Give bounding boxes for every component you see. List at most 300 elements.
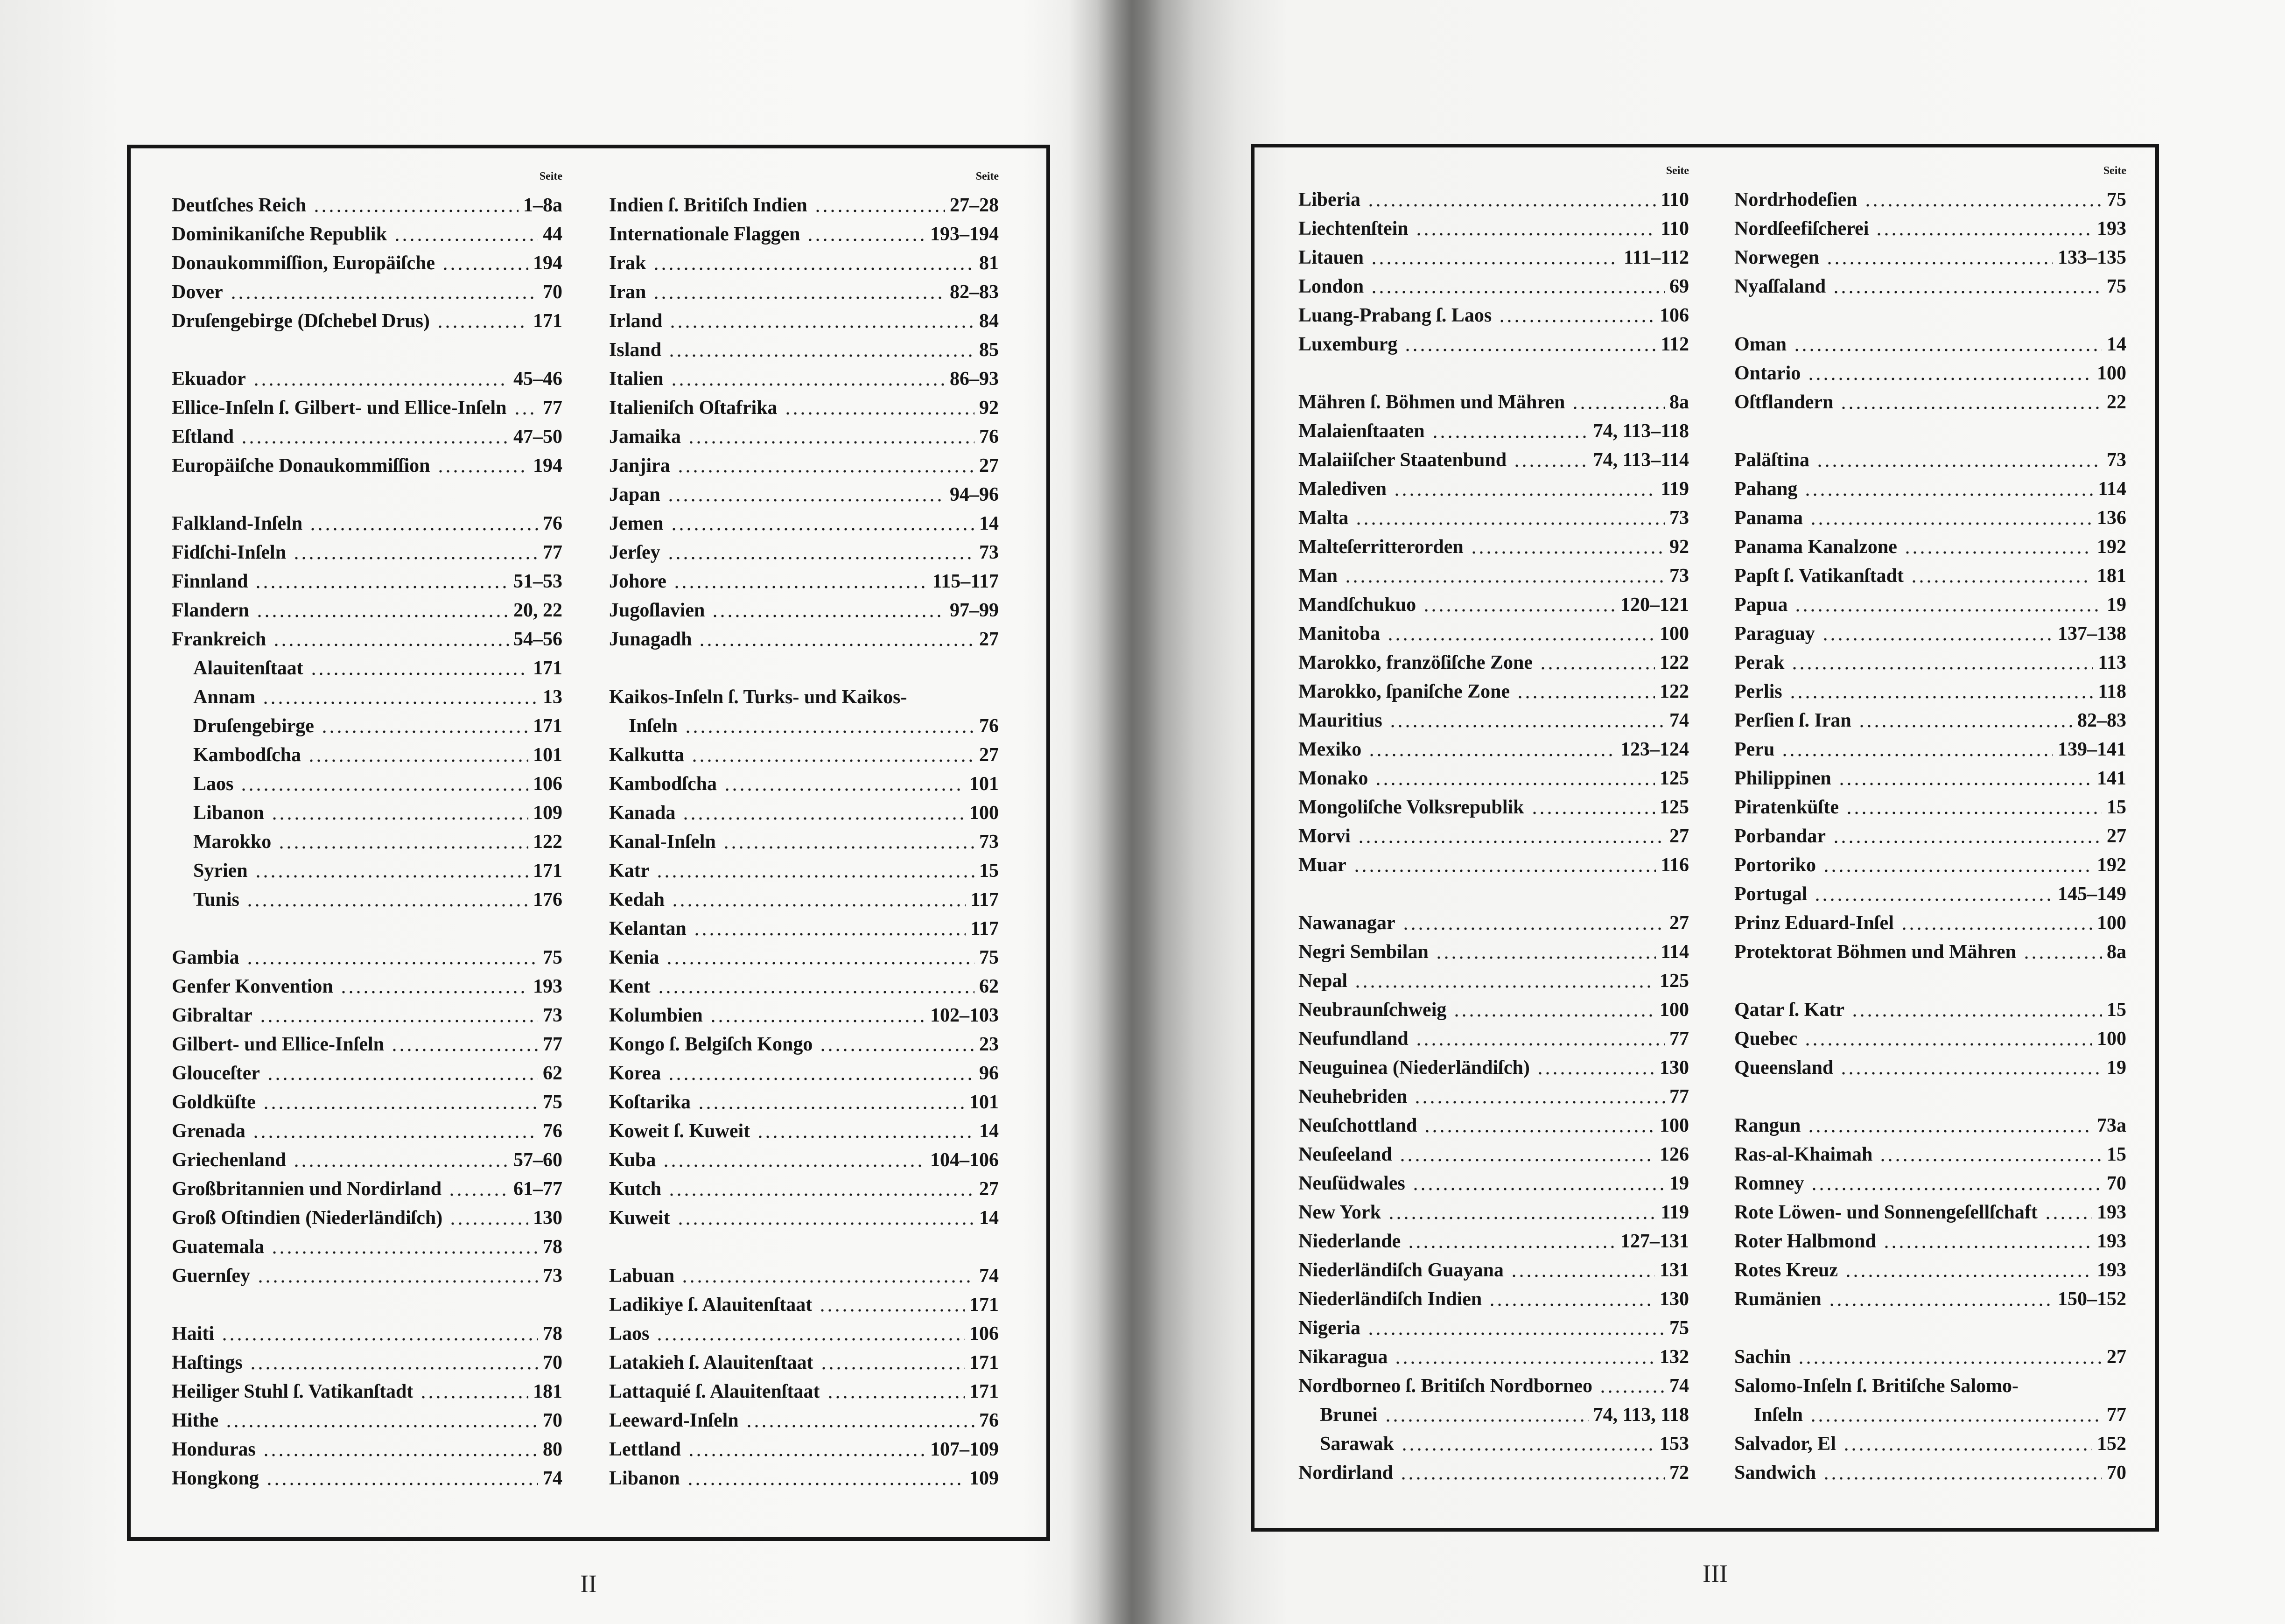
index-entry — [1298, 532, 1689, 561]
entry-page-reference: 100 — [2097, 912, 2126, 934]
dot-leader — [1368, 272, 1665, 301]
entry-page-reference: 61–77 — [513, 1178, 562, 1200]
index-entry — [1298, 388, 1689, 417]
entry-page-reference: 15 — [2107, 797, 2126, 818]
entry-label: Kuba — [609, 1149, 656, 1171]
entry-label: Malaiiſcher Staatenbund — [1298, 449, 1507, 471]
entry-label: Salvador, El — [1734, 1433, 1836, 1455]
entry-label: Jemen — [609, 513, 664, 534]
entry-label: Kuweit — [609, 1207, 670, 1229]
dot-leader — [228, 278, 538, 307]
entry-page-reference: 192 — [2097, 536, 2126, 558]
entry-label: Kedah — [609, 889, 665, 910]
entry-page-reference: 27 — [2107, 826, 2126, 847]
index-entry — [1734, 359, 2126, 388]
dot-leader — [1352, 966, 1655, 995]
entry-page-reference: 77 — [543, 542, 562, 563]
letter-group — [172, 509, 562, 914]
entry-page-reference: 85 — [979, 339, 999, 361]
entry-label: Jugoſlavien — [609, 600, 705, 621]
entry-label: Sachin — [1734, 1346, 1791, 1368]
index-entry — [609, 307, 999, 336]
dot-leader — [1398, 1458, 1665, 1487]
entry-label: Papſt ſ. Vatikanſtadt — [1734, 565, 1904, 587]
entry-page-reference: 77 — [543, 397, 562, 419]
index-entry — [1734, 214, 2126, 243]
entry-label: Liberia — [1298, 189, 1360, 210]
entry-label: London — [1298, 276, 1364, 297]
dot-leader — [244, 885, 528, 914]
entry-label: Grenada — [172, 1120, 245, 1142]
entry-page-reference: 137–138 — [2058, 623, 2126, 644]
index-entry — [609, 393, 999, 422]
entry-label: Protektorat Böhmen und Mähren — [1734, 941, 2016, 963]
entry-page-reference: 110 — [1661, 218, 1689, 239]
dot-leader — [668, 364, 945, 393]
index-entry — [1298, 995, 1689, 1024]
entry-page-reference: 117 — [970, 918, 999, 939]
entry-page-reference: 19 — [2107, 594, 2126, 616]
index-entry — [609, 856, 999, 885]
index-entry — [1734, 1169, 2126, 1198]
entry-label: Portugal — [1734, 883, 1808, 905]
index-entry — [609, 336, 999, 364]
dot-leader — [1779, 735, 2053, 764]
entry-label: Fidſchi-Inſeln — [172, 542, 287, 563]
column-header-seite: Seite — [2103, 165, 2126, 177]
dot-leader — [1808, 504, 2092, 532]
entry-label: Malta — [1298, 507, 1349, 529]
entry-label: Japan — [609, 484, 660, 505]
entry-label: Haſtings — [172, 1352, 243, 1373]
entry-label: Pahang — [1734, 478, 1798, 500]
dot-leader — [269, 798, 528, 827]
index-entry — [172, 307, 562, 336]
letter-group — [172, 364, 562, 480]
letter-group — [1734, 1343, 2126, 1487]
index-entry — [1298, 1256, 1689, 1285]
entry-label: Kenia — [609, 947, 659, 968]
column-header-seite: Seite — [1666, 165, 1689, 177]
dot-leader — [1373, 764, 1655, 793]
entry-page-reference: 130 — [1660, 1288, 1689, 1310]
entry-label: Genfer Konvention — [172, 976, 333, 997]
entry-page-reference: 145–149 — [2058, 883, 2126, 905]
dot-leader — [1802, 1024, 2092, 1053]
entry-label: Neuſüdwales — [1298, 1173, 1405, 1194]
entry-page-reference: 123–124 — [1620, 739, 1689, 760]
index-entry — [1298, 706, 1689, 735]
entry-label: Monako — [1298, 768, 1368, 789]
dot-leader — [257, 1001, 538, 1030]
index-entry — [609, 509, 999, 538]
index-entry — [609, 1464, 999, 1493]
entry-page-reference: 101 — [969, 1092, 999, 1113]
dot-leader — [264, 1464, 538, 1493]
dot-leader — [689, 741, 974, 770]
entry-label: Roter Halbmond — [1734, 1231, 1876, 1252]
dot-leader — [308, 654, 528, 683]
entry-page-reference: 171 — [969, 1381, 999, 1402]
dot-leader — [651, 278, 945, 307]
entry-page-reference: 23 — [979, 1034, 999, 1055]
index-entry — [1734, 677, 2126, 706]
letter-group — [1298, 909, 1689, 1487]
entry-page-reference: 73 — [543, 1265, 562, 1287]
dot-leader — [817, 1030, 974, 1059]
dot-leader — [1451, 995, 1655, 1024]
entry-label: Ellice-Inſeln ſ. Gilbert- und Ellice-Inſeln — [172, 397, 507, 419]
index-entry — [609, 1319, 999, 1348]
entry-page-reference: 14 — [979, 513, 999, 534]
index-entry — [1734, 475, 2126, 504]
entry-page-reference: 15 — [2107, 999, 2126, 1021]
dot-leader — [1838, 388, 2102, 417]
entry-page-reference: 97–99 — [950, 600, 999, 621]
entry-label: Malteſerritterorden — [1298, 536, 1464, 558]
index-entry — [1298, 822, 1689, 851]
entry-page-reference: 20, 22 — [513, 600, 562, 621]
entry-page-reference: 153 — [1660, 1433, 1689, 1455]
entry-label: Perlis — [1734, 681, 1782, 702]
index-entry — [172, 249, 562, 278]
entry-page-reference: 57–60 — [513, 1149, 562, 1171]
dot-leader — [651, 249, 974, 278]
entry-label: Haiti — [172, 1323, 214, 1344]
dot-leader — [1535, 1053, 1655, 1082]
index-entry — [609, 538, 999, 567]
dot-leader — [682, 712, 974, 741]
entry-label: Kalkutta — [609, 744, 685, 766]
entry-page-reference: 106 — [1660, 305, 1689, 326]
dot-leader — [1899, 909, 2092, 938]
index-entry — [1298, 301, 1689, 330]
dot-leader — [440, 249, 528, 278]
index-subentry — [172, 741, 562, 770]
entry-label: Sarawak — [1320, 1433, 1394, 1455]
index-entry — [1298, 1314, 1689, 1343]
dot-leader — [1824, 243, 2053, 272]
entry-page-reference: 70 — [2107, 1173, 2126, 1194]
entry-label: Internationale Flaggen — [609, 224, 800, 245]
index-entry — [1298, 185, 1689, 214]
entry-page-reference: 193 — [2097, 1260, 2126, 1281]
entry-page-reference: 114 — [2098, 478, 2126, 500]
entry-label: Italien — [609, 368, 664, 390]
dot-leader — [709, 596, 945, 625]
entry-label: Italieniſch Oſtafrika — [609, 397, 778, 419]
dot-leader — [1877, 1140, 2102, 1169]
dot-leader — [1789, 648, 2093, 677]
index-entry — [1298, 417, 1689, 446]
index-entry — [609, 1377, 999, 1406]
entry-label: Liechtenſtein — [1298, 218, 1409, 239]
dot-leader — [666, 1059, 974, 1088]
dot-leader — [1795, 1343, 2102, 1372]
dot-leader — [219, 1319, 538, 1348]
entry-label: Rangun — [1734, 1115, 1801, 1136]
entry-label: Katr — [609, 860, 650, 882]
index-entry — [1298, 793, 1689, 822]
entry-label: Gambia — [172, 947, 239, 968]
entry-label: Libanon — [193, 802, 264, 824]
entry-page-reference: 152 — [2097, 1433, 2126, 1455]
entry-page-reference: 81 — [979, 252, 999, 274]
dot-leader — [1365, 185, 1656, 214]
index-entry — [1298, 909, 1689, 938]
index-entry — [1734, 532, 2126, 561]
entry-label: Rote Löwen- und Sonnengeſellſchaft — [1734, 1202, 2038, 1223]
index-entry — [1298, 475, 1689, 504]
index-entry — [609, 1261, 999, 1290]
entry-page-reference: 51–53 — [513, 571, 562, 592]
dot-leader — [260, 1088, 538, 1117]
index-entry-continuation — [609, 712, 999, 741]
entry-label: Philippinen — [1734, 768, 1831, 789]
entry-label: Porbandar — [1734, 826, 1826, 847]
entry-label: Dominikaniſche Republik — [172, 224, 387, 245]
dot-leader — [721, 827, 974, 856]
entry-label: Falkland-Inſeln — [172, 513, 303, 534]
index-entry — [172, 1001, 562, 1030]
index-entry — [1298, 272, 1689, 301]
entry-page-reference: 117 — [970, 889, 999, 910]
index-entry — [1734, 561, 2126, 590]
entry-page-reference: 73 — [543, 1005, 562, 1026]
entry-page-reference: 104–106 — [930, 1149, 999, 1171]
index-entry — [609, 914, 999, 943]
entry-page-reference: 171 — [533, 310, 562, 332]
dot-leader — [679, 1261, 974, 1290]
dot-leader — [1391, 475, 1656, 504]
entry-label: Island — [609, 339, 662, 361]
dot-leader — [654, 1319, 965, 1348]
entry-label: Norwegen — [1734, 247, 1819, 268]
entry-label: Nepal — [1298, 970, 1347, 992]
index-entry — [1734, 851, 2126, 880]
entry-page-reference: 130 — [533, 1207, 562, 1229]
index-entry — [609, 1059, 999, 1088]
entry-label: Nikaragua — [1298, 1346, 1388, 1368]
entry-page-reference: 176 — [533, 889, 562, 910]
entry-page-reference: 127–131 — [1620, 1231, 1689, 1252]
entry-label: Druſengebirge — [193, 715, 314, 737]
entry-label: Europäiſche Donaukommiſſion — [172, 455, 430, 476]
entry-label: Malediven — [1298, 478, 1387, 500]
entry-page-reference: 73 — [979, 831, 999, 853]
index-entry — [1734, 880, 2126, 909]
entry-label: Dover — [172, 281, 223, 303]
entry-page-reference: 76 — [543, 513, 562, 534]
index-entry — [609, 683, 999, 712]
entry-label: Janjira — [609, 455, 670, 476]
index-entry — [172, 625, 562, 654]
letter-group — [1734, 330, 2126, 417]
entry-page-reference: 27 — [1669, 912, 1689, 934]
index-subentry — [172, 712, 562, 741]
entry-label: Nigeria — [1298, 1317, 1360, 1339]
dot-leader — [265, 1059, 538, 1088]
dot-leader — [1412, 1082, 1665, 1111]
entry-page-reference: 122 — [1660, 681, 1689, 702]
letter-group — [609, 191, 999, 654]
entry-page-reference: 86–93 — [950, 368, 999, 390]
entry-page-reference: 78 — [543, 1323, 562, 1344]
entry-label: Neuguinea (Niederländiſch) — [1298, 1057, 1530, 1078]
index-entry — [172, 509, 562, 538]
entry-page-reference: 74 — [1669, 710, 1689, 731]
dot-leader — [1830, 822, 2102, 851]
entry-page-reference: 119 — [1661, 1202, 1689, 1223]
entry-label: Koweit ſ. Kuweit — [609, 1120, 750, 1142]
index-entry — [1734, 1140, 2126, 1169]
entry-page-reference: 119 — [1661, 478, 1689, 500]
entry-label: Perak — [1734, 652, 1785, 673]
entry-page-reference: 171 — [969, 1294, 999, 1316]
entry-page-reference: 118 — [2098, 681, 2126, 702]
index-entry — [172, 538, 562, 567]
entry-page-reference: 75 — [2107, 276, 2126, 297]
index-entry — [1298, 619, 1689, 648]
entry-page-reference: 75 — [543, 947, 562, 968]
index-entry — [172, 567, 562, 596]
entry-label: Kutch — [609, 1178, 662, 1200]
entry-label: Ras-al-Khaimah — [1734, 1144, 1873, 1165]
dot-leader — [255, 1261, 538, 1290]
index-entry — [609, 596, 999, 625]
index-entry — [1298, 504, 1689, 532]
index-entry — [1734, 388, 2126, 417]
entry-label: Griechenland — [172, 1149, 287, 1171]
index-entry — [1734, 1053, 2126, 1082]
entry-label: Kambodſcha — [193, 744, 301, 766]
index-entry — [609, 1204, 999, 1232]
index-subentry — [172, 654, 562, 683]
index-entry — [609, 364, 999, 393]
column-header-seite: Seite — [975, 170, 999, 182]
dot-leader — [1366, 735, 1616, 764]
entry-label: Nordſeefiſcherei — [1734, 218, 1869, 239]
entry-label: Oſtflandern — [1734, 392, 1834, 413]
letter-group — [1734, 185, 2126, 301]
entry-label: Portoriko — [1734, 854, 1816, 876]
entry-page-reference: 171 — [533, 715, 562, 737]
dot-leader — [512, 393, 538, 422]
dot-leader — [1413, 1024, 1665, 1053]
entry-label: Hongkong — [172, 1468, 259, 1489]
entry-label: Kelantan — [609, 918, 687, 939]
entry-page-reference: 110 — [1661, 189, 1689, 210]
index-entry — [172, 1146, 562, 1175]
entry-label: Goldküſte — [172, 1092, 256, 1113]
entry-label: Druſengebirge (Dſchebel Drus) — [172, 310, 430, 332]
index-entry — [172, 1464, 562, 1493]
entry-label: Romney — [1734, 1173, 1804, 1194]
index-entry — [1734, 1111, 2126, 1140]
dot-leader — [654, 856, 974, 885]
entry-label: Peru — [1734, 739, 1775, 760]
dot-leader — [1400, 909, 1665, 938]
dot-leader — [675, 1204, 974, 1232]
index-entry — [172, 451, 562, 480]
dot-leader — [252, 567, 509, 596]
entry-page-reference: 76 — [979, 426, 999, 448]
dot-leader — [666, 1175, 974, 1204]
index-entry — [609, 249, 999, 278]
entry-label: Paläſtina — [1734, 449, 1810, 471]
dot-leader — [2042, 1198, 2092, 1227]
index-entry — [172, 1117, 562, 1146]
index-entry — [172, 1377, 562, 1406]
entry-label: Jamaika — [609, 426, 681, 448]
entry-label: Annam — [193, 686, 256, 708]
entry-label: Flandern — [172, 600, 249, 621]
dot-leader — [708, 1001, 925, 1030]
dot-leader — [1881, 1227, 2092, 1256]
dot-leader — [743, 1406, 974, 1435]
entry-page-reference: 74 — [1669, 1375, 1689, 1397]
dot-leader — [691, 914, 966, 943]
entry-label: Jerſey — [609, 542, 660, 563]
entry-page-reference: 115–117 — [932, 571, 999, 592]
entry-label: Ontario — [1734, 363, 1801, 384]
index-entry — [1298, 938, 1689, 966]
entry-label: Indien ſ. Britiſch Indien — [609, 195, 807, 216]
entry-page-reference: 192 — [2097, 854, 2126, 876]
dot-leader — [1386, 1198, 1656, 1227]
dot-leader — [680, 798, 965, 827]
entry-label: Luang-Prabang ſ. Laos — [1298, 305, 1492, 326]
entry-label: Junagadh — [609, 629, 692, 650]
index-entry — [1298, 1111, 1689, 1140]
entry-page-reference: 73 — [979, 542, 999, 563]
entry-page-reference: 133–135 — [2058, 247, 2126, 268]
entry-label: Libanon — [609, 1468, 680, 1489]
entry-page-reference: 126 — [1660, 1144, 1689, 1165]
entry-label: Man — [1298, 565, 1338, 587]
entry-label: Kambodſcha — [609, 773, 717, 795]
entry-page-reference: 193 — [2097, 1202, 2126, 1223]
index-entry — [1734, 764, 2126, 793]
index-entry — [609, 798, 999, 827]
entry-page-reference: 73 — [1669, 507, 1689, 529]
entry-page-reference: 101 — [533, 744, 562, 766]
index-entry — [1734, 1285, 2126, 1314]
entry-page-reference: 112 — [1661, 334, 1689, 355]
dot-leader — [392, 220, 538, 249]
index-entry — [1298, 1024, 1689, 1053]
index-entry — [172, 1204, 562, 1232]
entry-label: Ladikiye ſ. Alauitenſtaat — [609, 1294, 813, 1316]
entry-label: Marokko, ſpaniſche Zone — [1298, 681, 1510, 702]
dot-leader — [655, 972, 974, 1001]
index-entry — [609, 1175, 999, 1204]
index-column — [1298, 156, 1689, 1487]
dot-leader — [1399, 1429, 1655, 1458]
entry-page-reference: 96 — [979, 1063, 999, 1084]
entry-label: Koſtarika — [609, 1092, 691, 1113]
entry-label: Frankreich — [172, 629, 266, 650]
entry-label: Korea — [609, 1063, 661, 1084]
entry-label: Neuſeeland — [1298, 1144, 1392, 1165]
index-entry — [1298, 648, 1689, 677]
dot-leader — [1468, 532, 1665, 561]
index-entry — [172, 1319, 562, 1348]
index-entry — [172, 191, 562, 220]
index-entry — [172, 1175, 562, 1204]
entry-label: New York — [1298, 1202, 1381, 1223]
dot-leader — [817, 1290, 965, 1319]
